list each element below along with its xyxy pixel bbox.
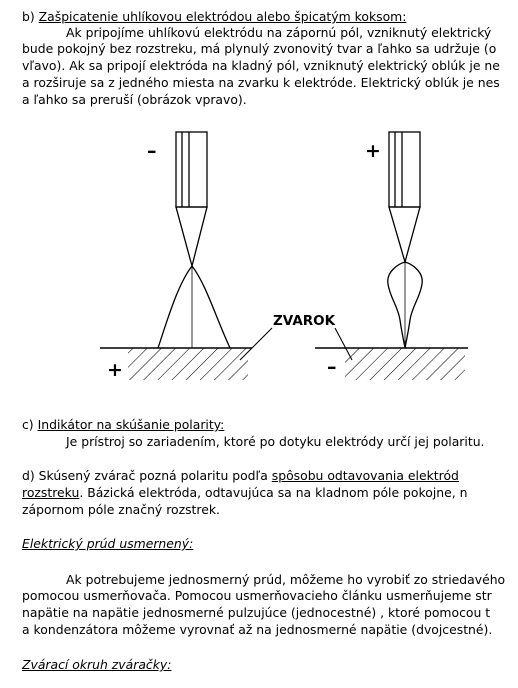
left-arc-bell [158, 266, 230, 348]
zvarok-label: ZVAROK [273, 313, 336, 329]
section-c-heading-line [22, 417, 224, 433]
circuit-section-heading: Zvárací okruh zváračky: [22, 657, 172, 672]
right-workpiece [315, 348, 468, 380]
current-line-3: napätie na napätie jednosmerné pulzujúce (jednocestné) , ktoré pomocou t [22, 605, 491, 620]
current-line-2: pomocou usmerňovača. Pomocou usmerňovacieho článku usmerňujeme str [22, 588, 492, 603]
section-b-line-5: a ľahko sa preruší (obrázok vpravo). [22, 92, 247, 107]
section-b-heading: Zašpicatenie uhlíkovou elektródou alebo špicatým koksom: [38, 9, 407, 24]
section-b-heading-line [22, 9, 406, 25]
right-electrode [389, 132, 420, 262]
section-c-line: Je prístroj so zariadením, ktoré po dotyku elektródy určí jej polaritu. [66, 434, 485, 449]
section-d-line2-link: rozstreku [22, 485, 80, 500]
left-electrode [176, 132, 207, 266]
leader-right [335, 328, 352, 360]
current-line-4: a kondenzátora môžeme vyrovnať až na jednosmerné napätie (dvojcestné). [22, 622, 493, 637]
plus-bottom-symbol: + [107, 359, 123, 381]
section-c-label: c) [22, 417, 34, 432]
leader-left [240, 328, 272, 360]
section-d-label: d) [22, 468, 35, 483]
section-d-line1-start: Skúsený zvárač pozná polaritu podľa [38, 468, 268, 483]
section-d-line-2 [22, 485, 467, 501]
section-b-line-1: Ak pripojíme uhlíkovú elektródu na zápornú pól, vzniknutý elektrický [66, 25, 492, 40]
section-d-line-3: zápornom póle značný rozstrek. [22, 502, 220, 517]
minus-top-symbol: – [147, 140, 157, 162]
section-b-line-2: bude pokojný bez rozstreku, má plynulý zvonovitý tvar a ľahko sa udržuje (o [22, 41, 497, 56]
section-c-heading: Indikátor na skúšanie polarity: [37, 417, 225, 432]
section-d-line2-rest: . Bázická elektróda, odtavujúca sa na kladnom póle pokojne, n [79, 485, 468, 500]
section-d-line1-link: spôsobu odtavovania elektród [271, 468, 459, 483]
section-b-line-4: a rozširuje sa z jedného miesta na zvarku k elektróde. Elektrický oblúk je nes [22, 75, 500, 90]
current-line-1: Ak potrebujeme jednosmerný prúd, môžeme ho vyrobiť zo striedavého [66, 572, 506, 587]
minus-bottom-symbol: – [327, 356, 337, 378]
plus-top-symbol: + [365, 140, 381, 162]
section-b-label: b) [22, 9, 35, 24]
section-d-line-1 [22, 468, 459, 484]
section-b-line-3: vľavo). Ak sa pripojí elektróda na kladný pól, vzniknutý elektrický oblúk je ne [22, 58, 500, 73]
arc-polarity-figure [0, 118, 518, 398]
current-section-heading: Elektrický prúd usmernený: [22, 536, 194, 551]
